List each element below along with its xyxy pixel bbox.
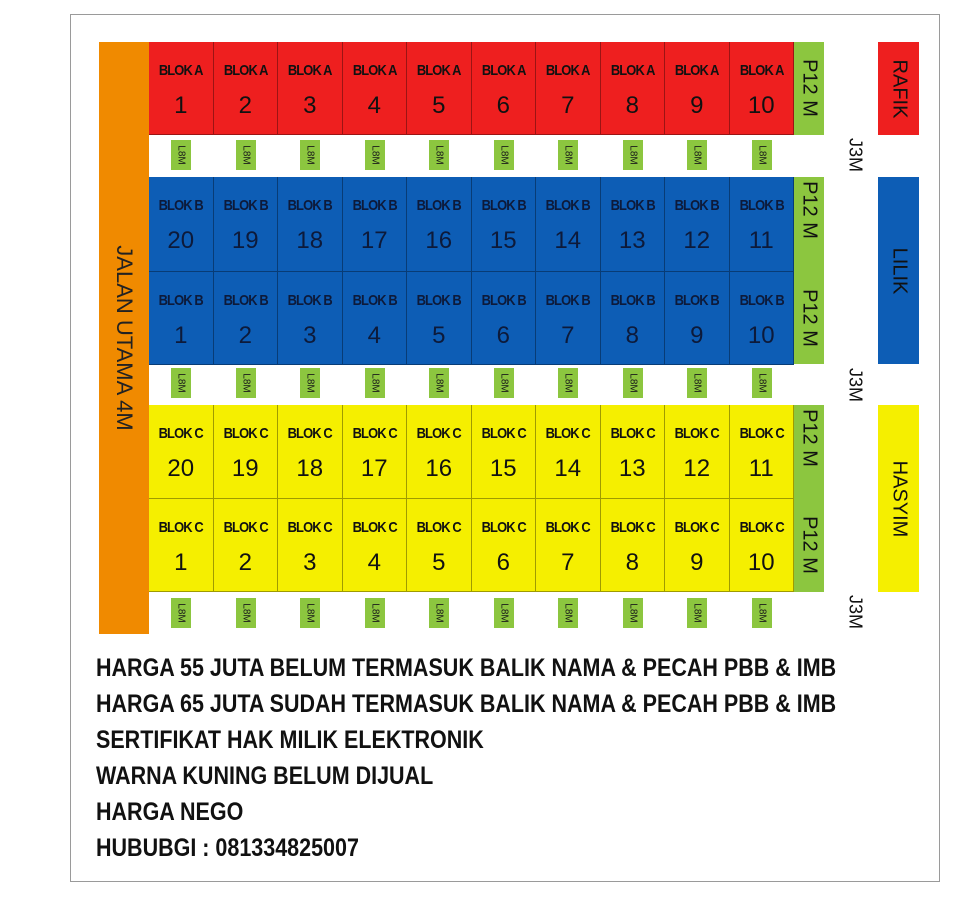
lot-cell <box>601 499 666 592</box>
path-marker <box>623 368 643 398</box>
lot-cell <box>472 272 537 365</box>
lot-cell <box>214 177 279 272</box>
lot-block-label: BLOK B <box>610 292 655 309</box>
lot-cell <box>407 405 472 499</box>
lot-cell <box>536 42 601 135</box>
lot-cell <box>601 405 666 499</box>
path-marker-label: L8M <box>175 603 187 623</box>
path-marker <box>171 598 191 628</box>
lot-cell <box>472 42 537 135</box>
note-line: HARGA 55 JUTA BELUM TERMASUK BALIK NAMA & PECAH PBB & IMB <box>96 654 837 682</box>
path-marker-label: L8M <box>304 373 316 393</box>
path-marker-label: L8M <box>240 373 251 393</box>
lot-cell <box>343 405 408 499</box>
lot-cell <box>278 177 343 272</box>
side-road-label: P12 M <box>798 409 821 467</box>
path-marker-label: L8M <box>498 373 509 393</box>
path-marker <box>365 598 385 628</box>
path-marker-label: L8M <box>175 373 187 393</box>
lot-number: 16 <box>425 227 453 254</box>
path-marker <box>171 140 191 170</box>
path-marker <box>558 140 578 170</box>
lot-block-label: BLOK C <box>739 425 784 442</box>
lot-block-label: BLOK C <box>416 519 461 536</box>
lot-number: 2 <box>238 92 252 119</box>
lot-block-label: BLOK C <box>352 425 397 442</box>
path-marker <box>365 368 385 398</box>
lot-number: 20 <box>167 455 195 482</box>
lot-block-label: BLOK C <box>610 425 655 442</box>
lot-number: 9 <box>690 549 704 576</box>
lot-block-label: BLOK B <box>223 292 268 309</box>
lot-number: 9 <box>690 322 704 349</box>
lot-cell <box>407 177 472 272</box>
lot-number: 6 <box>496 92 510 119</box>
path-marker-label: L8M <box>498 145 509 165</box>
gap-label: J3M <box>845 367 866 403</box>
lot-cell <box>278 272 343 365</box>
path-marker-label: L8M <box>240 603 251 623</box>
path-marker <box>623 140 643 170</box>
lot-number: 5 <box>432 92 446 119</box>
path-marker <box>365 140 385 170</box>
lot-number: 1 <box>174 549 188 576</box>
lot-number: 11 <box>748 455 774 482</box>
lot-cell <box>214 272 279 365</box>
lot-block-label: BLOK C <box>223 425 268 442</box>
path-marker-label: L8M <box>691 603 703 623</box>
lot-block-label: BLOK A <box>352 62 397 79</box>
lot-cell <box>730 42 795 135</box>
lot-number: 12 <box>683 227 711 254</box>
lot-cell <box>149 405 214 499</box>
lot-block-label: BLOK A <box>481 62 526 79</box>
path-marker <box>687 598 707 628</box>
path-marker <box>558 368 578 398</box>
lot-number: 6 <box>496 322 510 349</box>
lot-block-label: BLOK B <box>287 292 332 309</box>
lot-number: 7 <box>561 92 575 119</box>
path-marker <box>623 598 643 628</box>
lot-block-label: BLOK C <box>674 425 719 442</box>
path-marker-label: L8M <box>627 603 638 623</box>
lot-number: 2 <box>238 549 252 576</box>
lot-number: 19 <box>231 455 259 482</box>
lot-number: 5 <box>432 322 446 349</box>
lot-number: 1 <box>174 322 188 349</box>
lot-block-label: BLOK B <box>610 197 655 214</box>
path-marker <box>236 368 256 398</box>
lot-cell <box>214 499 279 592</box>
path-marker-label: L8M <box>433 603 445 623</box>
lot-cell <box>536 405 601 499</box>
lot-number: 18 <box>296 227 324 254</box>
lot-cell <box>149 272 214 365</box>
path-marker-label: L8M <box>562 603 574 623</box>
path-marker <box>494 368 514 398</box>
path-marker <box>558 598 578 628</box>
path-marker <box>752 368 772 398</box>
lot-number: 10 <box>747 92 775 119</box>
lot-block-label: BLOK C <box>158 519 203 536</box>
lot-cell <box>407 42 472 135</box>
lot-cell <box>730 272 795 365</box>
lot-cell <box>536 499 601 592</box>
lot-cell <box>730 405 795 499</box>
path-marker-label: L8M <box>433 373 445 393</box>
path-marker <box>300 598 320 628</box>
lot-block-label: BLOK C <box>352 519 397 536</box>
note-line: HARGA 65 JUTA SUDAH TERMASUK BALIK NAMA & PECAH PBB & IMB <box>96 690 837 718</box>
lot-block-label: BLOK B <box>158 292 203 309</box>
lot-block-label: BLOK A <box>158 62 203 79</box>
path-marker-label: L8M <box>240 145 251 165</box>
lot-block-label: BLOK C <box>416 425 461 442</box>
lot-number: 14 <box>554 455 582 482</box>
lot-number: 15 <box>489 455 517 482</box>
lot-block-label: BLOK B <box>416 197 461 214</box>
sale-notes <box>96 650 957 866</box>
lot-block-label: BLOK C <box>545 519 590 536</box>
lot-number: 12 <box>683 455 711 482</box>
lot-block-label: BLOK A <box>287 62 332 79</box>
lot-number: 8 <box>625 322 639 349</box>
lot-number: 13 <box>618 455 646 482</box>
lot-block-label: BLOK C <box>481 425 526 442</box>
lot-cell <box>149 42 214 135</box>
note-line: WARNA KUNING BELUM DIJUAL <box>96 762 434 790</box>
lot-number: 14 <box>554 227 582 254</box>
path-marker-label: L8M <box>175 145 187 165</box>
lot-block-label: BLOK B <box>287 197 332 214</box>
lot-number: 4 <box>367 549 381 576</box>
lot-block-label: BLOK A <box>223 62 268 79</box>
path-marker <box>687 368 707 398</box>
lot-cell <box>665 42 730 135</box>
lot-cell <box>601 177 666 272</box>
lot-block-label: BLOK B <box>545 292 590 309</box>
side-road-label: P12 M <box>798 289 821 347</box>
lot-block-label: BLOK B <box>352 197 397 214</box>
path-marker-label: L8M <box>304 603 316 623</box>
note-line: SERTIFIKAT HAK MILIK ELEKTRONIK <box>96 726 484 754</box>
owner-box <box>878 405 919 592</box>
lot-cell <box>278 405 343 499</box>
lot-block-label: BLOK C <box>223 519 268 536</box>
lot-number: 2 <box>238 322 252 349</box>
path-marker <box>687 140 707 170</box>
lot-number: 20 <box>167 227 195 254</box>
path-marker-label: L8M <box>627 373 638 393</box>
lot-number: 18 <box>296 455 324 482</box>
owner-box <box>878 42 919 135</box>
note-line: HARGA NEGO <box>96 798 244 826</box>
lot-block-label: BLOK B <box>223 197 268 214</box>
gap-label: J3M <box>845 594 866 630</box>
path-marker <box>752 140 772 170</box>
lot-cell <box>407 272 472 365</box>
side-road-label: P12 M <box>798 181 821 239</box>
lot-number: 8 <box>625 549 639 576</box>
lot-number: 7 <box>561 322 575 349</box>
side-road-label: P12 M <box>798 516 821 574</box>
lot-cell <box>149 177 214 272</box>
lot-block-label: BLOK C <box>287 425 332 442</box>
path-marker-label: L8M <box>562 145 574 165</box>
lot-cell <box>343 42 408 135</box>
lot-block-label: BLOK B <box>158 197 203 214</box>
lot-cell <box>472 177 537 272</box>
path-marker-label: L8M <box>691 373 703 393</box>
lot-cell <box>472 499 537 592</box>
lot-block-label: BLOK C <box>610 519 655 536</box>
lot-block-label: BLOK B <box>352 292 397 309</box>
lot-number: 16 <box>425 455 453 482</box>
path-marker <box>300 140 320 170</box>
lot-cell <box>665 272 730 365</box>
owner-box <box>878 177 919 364</box>
path-marker <box>429 140 449 170</box>
path-marker-label: L8M <box>756 373 767 393</box>
note-line: HUBUBGI : 081334825007 <box>96 834 359 862</box>
lot-number: 10 <box>747 322 775 349</box>
lot-block-label: BLOK B <box>416 292 461 309</box>
path-marker-label: L8M <box>369 145 380 165</box>
side-road-label: P12 M <box>798 59 821 117</box>
path-marker-label: L8M <box>627 145 638 165</box>
path-marker <box>236 598 256 628</box>
lot-block-label: BLOK C <box>739 519 784 536</box>
lot-block-label: BLOK B <box>739 292 784 309</box>
path-marker-label: L8M <box>369 603 380 623</box>
lot-block-label: BLOK A <box>674 62 719 79</box>
lot-cell <box>343 177 408 272</box>
lot-cell <box>665 405 730 499</box>
lot-cell <box>214 42 279 135</box>
lot-block-label: BLOK A <box>545 62 590 79</box>
lot-number: 3 <box>303 92 317 119</box>
path-marker <box>429 598 449 628</box>
lot-cell <box>149 499 214 592</box>
lot-block-label: BLOK A <box>610 62 655 79</box>
lot-number: 17 <box>360 455 388 482</box>
lot-cell <box>665 499 730 592</box>
lot-block-label: BLOK C <box>545 425 590 442</box>
path-marker <box>236 140 256 170</box>
lot-cell <box>730 499 795 592</box>
lot-number: 7 <box>561 549 575 576</box>
lot-cell <box>278 42 343 135</box>
lot-cell <box>730 177 795 272</box>
lot-block-label: BLOK A <box>416 62 461 79</box>
lot-number: 13 <box>618 227 646 254</box>
gap-label: J3M <box>845 137 866 173</box>
lot-block-label: BLOK B <box>674 292 719 309</box>
path-marker <box>429 368 449 398</box>
path-marker-label: L8M <box>756 145 767 165</box>
path-marker <box>752 598 772 628</box>
path-marker-label: L8M <box>756 603 767 623</box>
lot-block-label: BLOK B <box>545 197 590 214</box>
lot-number: 8 <box>625 92 639 119</box>
lot-number: 3 <box>303 549 317 576</box>
lot-cell <box>214 405 279 499</box>
lot-block-label: BLOK B <box>481 197 526 214</box>
path-marker <box>494 140 514 170</box>
owner-name: RAFIK <box>888 59 910 118</box>
lot-number: 6 <box>496 549 510 576</box>
path-marker-label: L8M <box>369 373 380 393</box>
lot-cell <box>536 177 601 272</box>
lot-cell <box>278 499 343 592</box>
lot-cell <box>601 272 666 365</box>
lot-cell <box>407 499 472 592</box>
lot-number: 19 <box>231 227 259 254</box>
lot-block-label: BLOK C <box>674 519 719 536</box>
lot-cell <box>601 42 666 135</box>
lot-number: 4 <box>367 322 381 349</box>
path-marker-label: L8M <box>691 145 703 165</box>
lot-cell <box>665 177 730 272</box>
lot-number: 11 <box>748 227 774 254</box>
lot-cell <box>343 272 408 365</box>
owner-name: LILIK <box>888 247 910 294</box>
main-road-label: JALAN UTAMA 4M <box>112 245 137 431</box>
lot-block-label: BLOK B <box>481 292 526 309</box>
path-marker <box>300 368 320 398</box>
lot-number: 15 <box>489 227 517 254</box>
path-marker-label: L8M <box>562 373 574 393</box>
lot-number: 1 <box>174 92 188 119</box>
lot-block-label: BLOK B <box>739 197 784 214</box>
path-marker-label: L8M <box>498 603 509 623</box>
path-marker <box>171 368 191 398</box>
lot-block-label: BLOK C <box>481 519 526 536</box>
lot-block-label: BLOK A <box>739 62 784 79</box>
lot-block-label: BLOK C <box>158 425 203 442</box>
lot-cell <box>536 272 601 365</box>
path-marker-label: L8M <box>304 145 316 165</box>
lot-number: 3 <box>303 322 317 349</box>
lot-block-label: BLOK C <box>287 519 332 536</box>
lot-number: 4 <box>367 92 381 119</box>
lot-block-label: BLOK B <box>674 197 719 214</box>
path-marker-label: L8M <box>433 145 445 165</box>
lot-number: 9 <box>690 92 704 119</box>
owner-name: HASYIM <box>888 460 910 537</box>
lot-cell <box>343 499 408 592</box>
path-marker <box>494 598 514 628</box>
lot-number: 10 <box>747 549 775 576</box>
lot-number: 17 <box>360 227 388 254</box>
lot-number: 5 <box>432 549 446 576</box>
lot-cell <box>472 405 537 499</box>
